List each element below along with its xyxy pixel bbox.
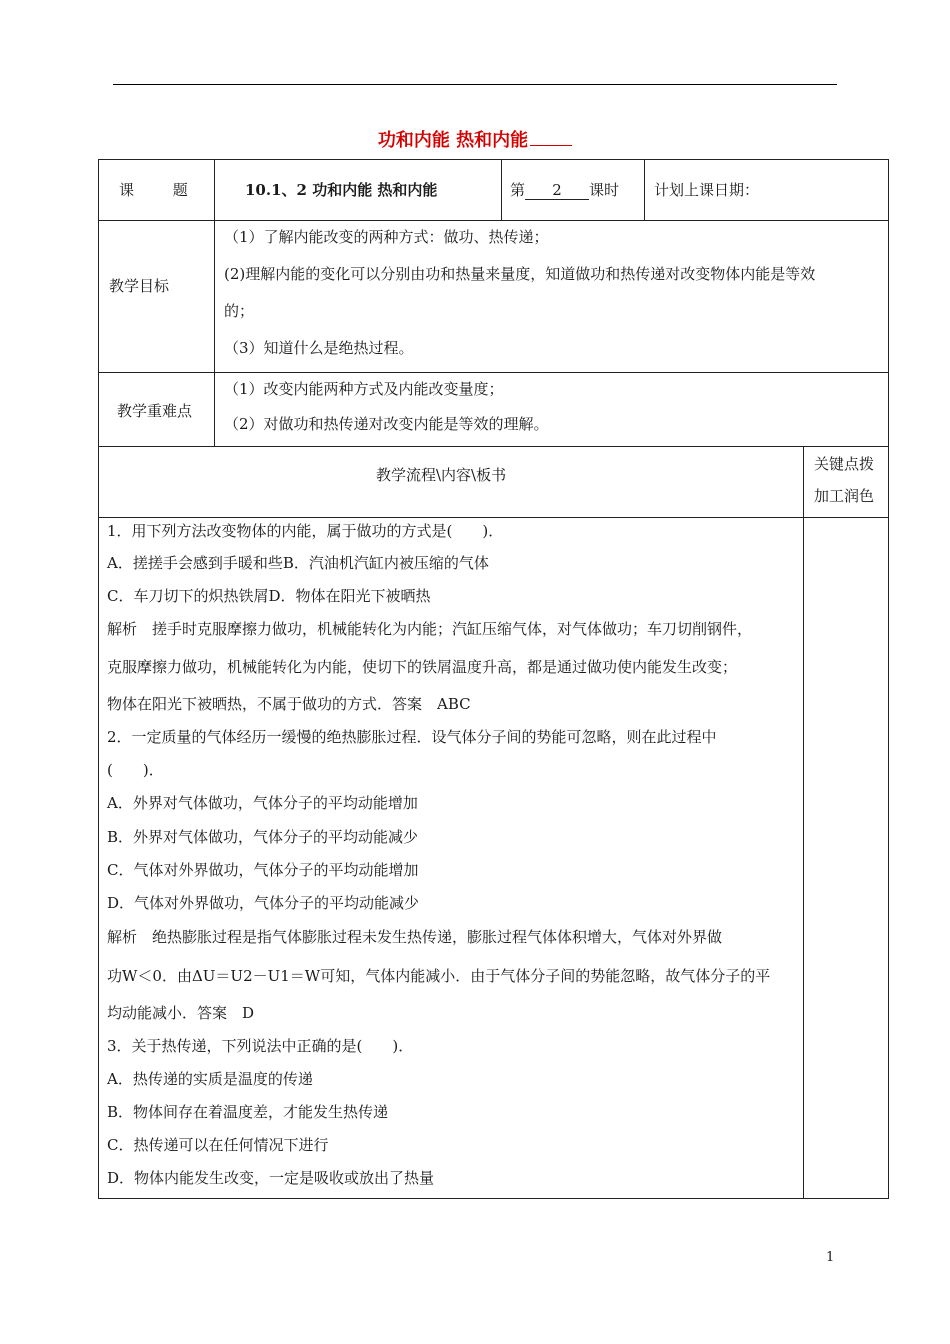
content-line: 解析 绝热膨胀过程是指气体膨胀过程未发生热传递，膨胀过程气体体积增大，气体对外界做 bbox=[107, 928, 723, 946]
objectives-label: 教学目标 bbox=[109, 277, 170, 295]
content-line: C．热传递可以在任何情况下进行 bbox=[107, 1136, 329, 1154]
side-column-label-1: 关键点拨 bbox=[814, 455, 875, 473]
objective-line: （3）知道什么是绝热过程。 bbox=[224, 339, 414, 357]
content-line: C．车刀切下的炽热铁屑D．物体在阳光下被晒热 bbox=[107, 587, 431, 605]
lesson-suffix: 课时 bbox=[589, 181, 620, 199]
content-line: 物体在阳光下被晒热，不属于做功的方式．答案 ABC bbox=[107, 695, 471, 713]
content-line: 解析 搓手时克服摩擦力做功，机械能转化为内能；汽缸压缩气体，对气体做功；车刀切削钢件， bbox=[107, 620, 753, 638]
objective-line: （1）了解内能改变的两种方式：做功、热传递； bbox=[224, 228, 549, 246]
content-line: D．气体对外界做功，气体分子的平均动能减少 bbox=[107, 894, 420, 912]
row-divider bbox=[98, 446, 889, 447]
row-divider bbox=[98, 372, 889, 373]
content-line: 均动能减小．答案 D bbox=[107, 1004, 255, 1022]
row-divider bbox=[98, 220, 889, 221]
content-line: 1．用下列方法改变物体的内能，属于做功的方式是( )． bbox=[107, 522, 504, 540]
key-point-line: （2）对做功和热传递对改变内能是等效的理解。 bbox=[224, 415, 549, 433]
planned-date-label: 计划上课日期： bbox=[654, 181, 760, 199]
content-line: A．外界对气体做功，气体分子的平均动能增加 bbox=[107, 794, 418, 812]
objective-line: (2)理解内能的变化可以分别由功和热量来量度，知道做功和热传递对改变物体内能是等效 bbox=[224, 265, 816, 283]
header-rule bbox=[113, 84, 837, 85]
document-title-text: 功和内能 热和内能 bbox=[377, 130, 529, 151]
page-number: 1 bbox=[826, 1250, 835, 1265]
content-line: C．气体对外界做功，气体分子的平均动能增加 bbox=[107, 861, 419, 879]
document-title bbox=[0, 126, 950, 152]
row-divider bbox=[98, 517, 889, 518]
lesson-count bbox=[510, 179, 619, 200]
content-line: 克服摩擦力做功，机械能转化为内能，使切下的铁屑温度升高，都是通过做功使内能发生改变； bbox=[107, 658, 738, 676]
content-line: D．物体内能发生改变，一定是吸收或放出了热量 bbox=[107, 1169, 435, 1187]
key-points-label: 教学重难点 bbox=[117, 402, 193, 420]
content-line: 3．关于热传递，下列说法中正确的是( )． bbox=[107, 1037, 414, 1055]
col-divider bbox=[803, 446, 804, 1199]
lesson-number: 2 bbox=[525, 181, 589, 200]
subject-label: 课 题 bbox=[119, 181, 188, 199]
objective-line: 的； bbox=[224, 302, 255, 320]
content-line: B．物体间存在着温度差，才能发生热传递 bbox=[107, 1103, 389, 1121]
content-line: 功W＜0．由ΔU＝U2－U1＝W可知，气体内能减小．由于气体分子间的势能忽略，故气体分子的平 bbox=[107, 967, 771, 985]
content-line: B．外界对气体做功，气体分子的平均动能减少 bbox=[107, 828, 419, 846]
col-divider bbox=[214, 159, 215, 446]
lesson-prefix: 第 bbox=[510, 181, 526, 199]
col-divider bbox=[644, 159, 645, 220]
title-underline bbox=[530, 129, 572, 146]
flow-header-label: 教学流程\内容\板书 bbox=[376, 466, 507, 484]
content-line: ( )． bbox=[107, 761, 164, 779]
key-point-line: （1）改变内能两种方式及内能改变量度； bbox=[224, 380, 504, 398]
content-line: A．搓搓手会感到手暖和些B．汽油机汽缸内被压缩的气体 bbox=[107, 554, 489, 572]
side-column-label-2: 加工润色 bbox=[814, 487, 875, 505]
content-line: 2．一定质量的气体经历一缓慢的绝热膨胀过程．设气体分子间的势能可忽略，则在此过程中 bbox=[107, 728, 717, 746]
col-divider bbox=[501, 159, 502, 220]
subject-value: 10.1、2 功和内能 热和内能 bbox=[245, 181, 438, 199]
content-line: A．热传递的实质是温度的传递 bbox=[107, 1070, 313, 1088]
